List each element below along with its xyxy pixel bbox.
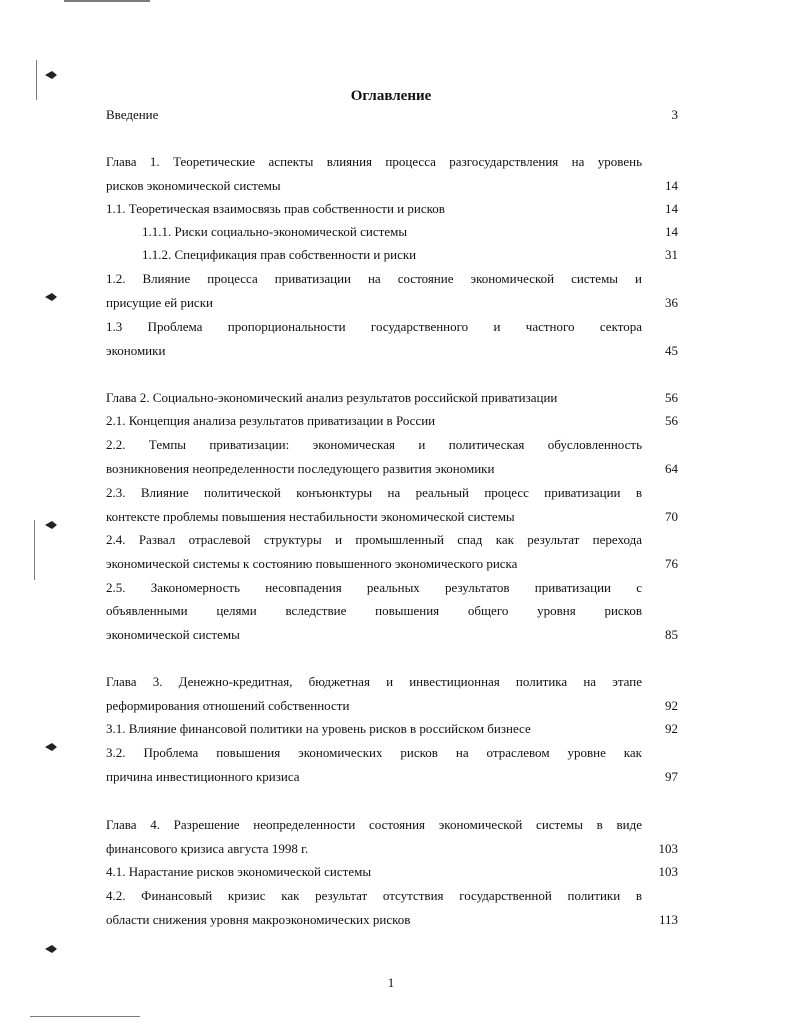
toc-s1-3-line2: экономики [106, 343, 166, 358]
toc-s2-2-line2: возникновения неопределенности последующего развития экономики [106, 461, 495, 476]
toc-s3-1: 3.1. Влияние финансовой политики на уровень рисков в российском бизнесе [106, 721, 531, 736]
toc-s4-1: 4.1. Нарастание рисков экономической системы [106, 864, 372, 879]
toc-s2-3-line1: 2.3. Влияние политической конъюнктуры на реальный процесс приватизации в [106, 485, 642, 500]
toc-s2-3-page: 70 [665, 509, 678, 524]
toc-s2-4-line1: 2.4. Развал отраслевой структуры и промышленный спад как результат перехода [106, 532, 642, 547]
toc-s1-2-line2: присущие ей риски [106, 295, 213, 310]
toc-s2-5-page: 85 [665, 627, 678, 642]
toc-s2-5-line2: объявленными целями вследствие повышения общего уровня рисков [106, 603, 642, 618]
toc-ch1-line1: Глава 1. Теоретические аспекты влияния процесса разгосударствления на уровень [106, 154, 642, 169]
toc-s2-1-page: 56 [665, 413, 678, 428]
toc-s3-2-line1: 3.2. Проблема повышения экономических рисков на отраслевом уровне как [106, 745, 642, 760]
toc-ch3-line2: реформирования отношений собственности [106, 698, 350, 713]
toc-s4-1-page: 103 [658, 864, 678, 879]
toc-s1-1-page: 14 [665, 201, 678, 216]
toc-intro: Введение [106, 107, 159, 122]
toc-s1-1-2: 1.1.2. Спецификация прав собственности и риски [142, 247, 417, 262]
toc-ch3-line1: Глава 3. Денежно-кредитная, бюджетная и инвестиционная политика на этапе [106, 674, 642, 689]
toc-s1-1-1: 1.1.1. Риски социально-экономической системы [142, 224, 408, 239]
toc-s1-2-page: 36 [665, 295, 678, 310]
toc-s2-2-line1: 2.2. Темпы приватизации: экономическая и политическая обусловленность [106, 437, 642, 452]
toc-s2-5-line1: 2.5. Закономерность несовпадения реальных результатов приватизации с [106, 580, 642, 595]
toc-ch4-line2: финансового кризиса августа 1998 г. [106, 841, 309, 856]
toc-s2-4-line2: экономической системы к состоянию повышенного экономического риска [106, 556, 518, 571]
toc-s1-1: 1.1. Теоретическая взаимосвязь прав собственности и рисков [106, 201, 445, 216]
toc-s2-5-line3: экономической системы [106, 627, 240, 642]
toc-ch1-line2: рисков экономической системы [106, 178, 281, 193]
page-number: 1 [387, 975, 395, 990]
page-title: Оглавление [350, 88, 432, 104]
toc-ch4-page: 103 [658, 841, 678, 856]
toc-ch1-page: 14 [665, 178, 678, 193]
toc-s4-2-line1: 4.2. Финансовый кризис как результат отсутствия государственной политики в [106, 888, 642, 903]
toc-s3-2-line2: причина инвестиционного кризиса [106, 769, 300, 784]
toc-s4-2-line2: области снижения уровня макроэкономических рисков [106, 912, 411, 927]
toc-s1-1-2-page: 31 [665, 247, 678, 262]
toc-s2-1: 2.1. Концепция анализа результатов приватизации в России [106, 413, 436, 428]
toc-s2-4-page: 76 [665, 556, 678, 571]
toc-s1-3-page: 45 [665, 343, 678, 358]
toc-ch3-page: 92 [665, 698, 678, 713]
toc-s4-2-page: 113 [658, 912, 678, 927]
toc-s1-1-1-page: 14 [665, 224, 678, 239]
toc-s1-2-line1: 1.2. Влияние процесса приватизации на состояние экономической системы и [106, 271, 642, 286]
toc-s2-2-page: 64 [665, 461, 678, 476]
toc-intro-page: 3 [671, 107, 678, 122]
toc-s1-3-line1: 1.3 Проблема пропорциональности государственного и частного сектора [106, 319, 642, 334]
toc-ch2: Глава 2. Социально-экономический анализ результатов российской приватизации [106, 390, 558, 405]
toc-ch2-page: 56 [665, 390, 678, 405]
toc-s3-2-page: 97 [665, 769, 678, 784]
toc-s2-3-line2: контексте проблемы повышения нестабильности экономической системы [106, 509, 515, 524]
toc-s3-1-page: 92 [665, 721, 678, 736]
toc-ch4-line1: Глава 4. Разрешение неопределенности состояния экономической системы в виде [106, 817, 642, 832]
